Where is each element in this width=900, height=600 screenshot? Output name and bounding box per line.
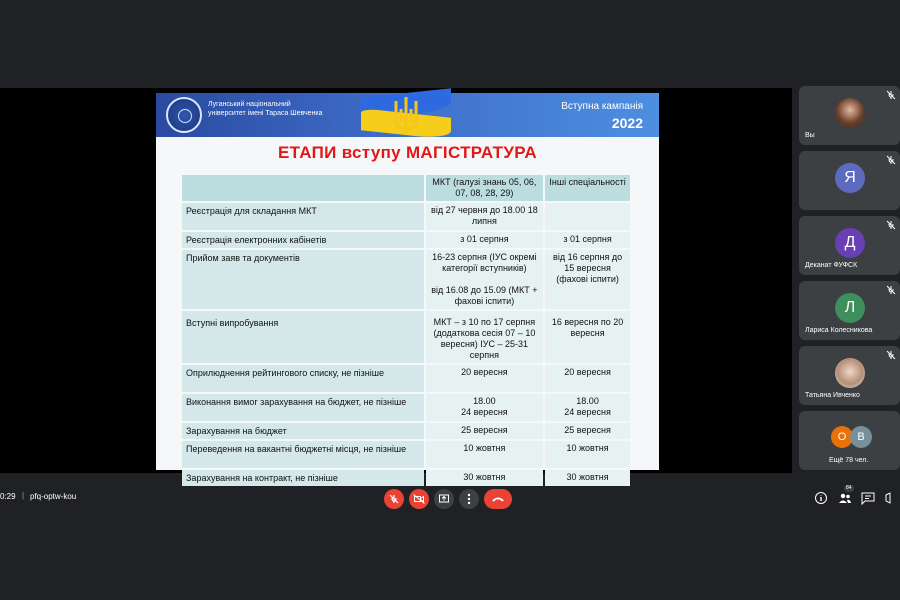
chat-icon (861, 491, 875, 505)
avatar: О (831, 426, 853, 448)
mic-off-icon (886, 90, 896, 100)
header-mkt: МКТ (галузі знань 05, 06, 07, 08, 28, 29) (426, 175, 544, 201)
participant-name: Вы (805, 132, 815, 139)
meeting-info-button[interactable] (814, 491, 830, 507)
people-icon (838, 491, 852, 505)
stage-cell: Переведення на вакантні бюджетні місця, не пізніше (182, 441, 424, 468)
more-options-button[interactable] (459, 489, 479, 509)
meeting-code: pfq-optw-kou (30, 492, 77, 501)
participant-name: Деканат ФУФСК (805, 262, 858, 269)
slide-title: ЕТАПИ вступу МАГІСТРАТУРА (278, 143, 537, 162)
more-participants-label: Ещё 78 чел. (829, 457, 869, 464)
slide-header (156, 93, 659, 137)
mic-off-icon (886, 155, 896, 165)
meeting-time: 0:29 (0, 492, 16, 501)
participant-tile-self[interactable] (799, 86, 900, 145)
avatar (835, 98, 865, 128)
mkt-cell: від 27 червня до 18.00 18 липня (426, 203, 544, 230)
campaign-label: Вступна кампанія (561, 101, 643, 112)
participant-tile-dekanat[interactable] (799, 216, 900, 275)
table-header-row (182, 175, 630, 201)
table-row (182, 365, 630, 392)
mkt-cell: 25 вересня (426, 423, 544, 439)
table-row (182, 232, 630, 248)
info-icon (814, 491, 828, 505)
stage-cell: Реєстрація електронних кабінетів (182, 232, 424, 248)
end-call-icon (491, 496, 505, 503)
trident-icon (391, 95, 421, 135)
mkt-cell: 20 вересня (426, 365, 544, 392)
university-logo (166, 97, 202, 133)
other-cell: 20 вересня (545, 365, 630, 392)
activities-button[interactable] (884, 491, 900, 507)
stage-cell: Оприлюднення рейтингового списку, не пізніше (182, 365, 424, 392)
table-row (182, 311, 630, 363)
stage-cell: Зарахування на бюджет (182, 423, 424, 439)
meeting-separator: | (22, 491, 25, 500)
more-participants-tile[interactable] (799, 411, 900, 470)
avatar: Я (835, 163, 865, 193)
participant-tile-larysa[interactable] (799, 281, 900, 340)
people-button[interactable] (838, 485, 854, 507)
other-cell: від 16 серпня до 15 вересня (фахові іспити) (545, 250, 630, 309)
other-cell (545, 203, 630, 230)
table-row (182, 250, 630, 309)
camera-toggle-button[interactable] (409, 489, 429, 509)
avatar (835, 358, 865, 388)
participant-tile-ya[interactable] (799, 151, 900, 210)
mic-toggle-button[interactable] (384, 489, 404, 509)
stage-cell: Реєстрація для складання МКТ (182, 203, 424, 230)
stage-cell: Зарахування на контракт, не пізніше (182, 470, 424, 486)
other-cell: 16 вересня по 20 вересня (545, 311, 630, 363)
mic-off-icon (886, 350, 896, 360)
end-call-button[interactable] (484, 489, 512, 509)
table-row (182, 423, 630, 439)
avatar: В (850, 426, 872, 448)
mic-off-icon (886, 285, 896, 295)
avatar: Л (835, 293, 865, 323)
participant-name: Лариса Колесникова (805, 327, 873, 334)
table-row (182, 203, 630, 230)
avatar: Д (835, 228, 865, 258)
other-cell: 25 вересня (545, 423, 630, 439)
participant-tile-tatiana[interactable] (799, 346, 900, 405)
camera-off-icon (414, 495, 425, 504)
other-cell: 18.00 24 вересня (545, 394, 630, 421)
header-stage (182, 175, 424, 201)
mkt-cell: 10 жовтня (426, 441, 544, 468)
admission-stages-table (180, 173, 632, 488)
mkt-cell: 18.00 24 вересня (426, 394, 544, 421)
table-row (182, 441, 630, 468)
mkt-cell: 30 жовтня (426, 470, 544, 486)
meeting-controls-bar (0, 483, 900, 515)
mic-off-icon (886, 220, 896, 230)
university-name: Луганський національний університет імені Тараса Шевченка (208, 101, 323, 117)
present-screen-button[interactable] (434, 489, 454, 509)
present-icon (439, 495, 449, 504)
mic-off-icon (389, 494, 399, 504)
chat-button[interactable] (861, 491, 877, 507)
stage-cell: Прийом заяв та документів (182, 250, 424, 309)
presentation-area (0, 88, 792, 483)
mkt-cell: МКТ – з 10 по 17 серпня (додаткова сесія 07 – 10 вересня) ІУС – 25-31 серпня (426, 311, 544, 363)
header-other: Інші спеціальності (545, 175, 630, 201)
participant-name: Татьяна Ивченко (805, 392, 860, 399)
other-cell: з 01 серпня (545, 232, 630, 248)
campaign-year: 2022 (611, 115, 643, 131)
other-cell: 30 жовтня (545, 470, 630, 486)
stage-cell: Виконання вимог зарахування на бюджет, не пізніше (182, 394, 424, 421)
presentation-slide (156, 93, 659, 483)
mkt-cell: 16-23 серпня (ІУС окремі категорії вступників) від 16.08 до 15.09 (МКТ + фахові іспити) (426, 250, 544, 309)
people-count: 84 (846, 485, 852, 491)
stage-cell: Вступні випробування (182, 311, 424, 363)
ukraine-flag (361, 93, 451, 137)
other-cell: 10 жовтня (545, 441, 630, 468)
more-vert-icon (467, 493, 471, 505)
mkt-cell: з 01 серпня (426, 232, 544, 248)
table-row (182, 394, 630, 421)
activities-icon (884, 491, 898, 505)
